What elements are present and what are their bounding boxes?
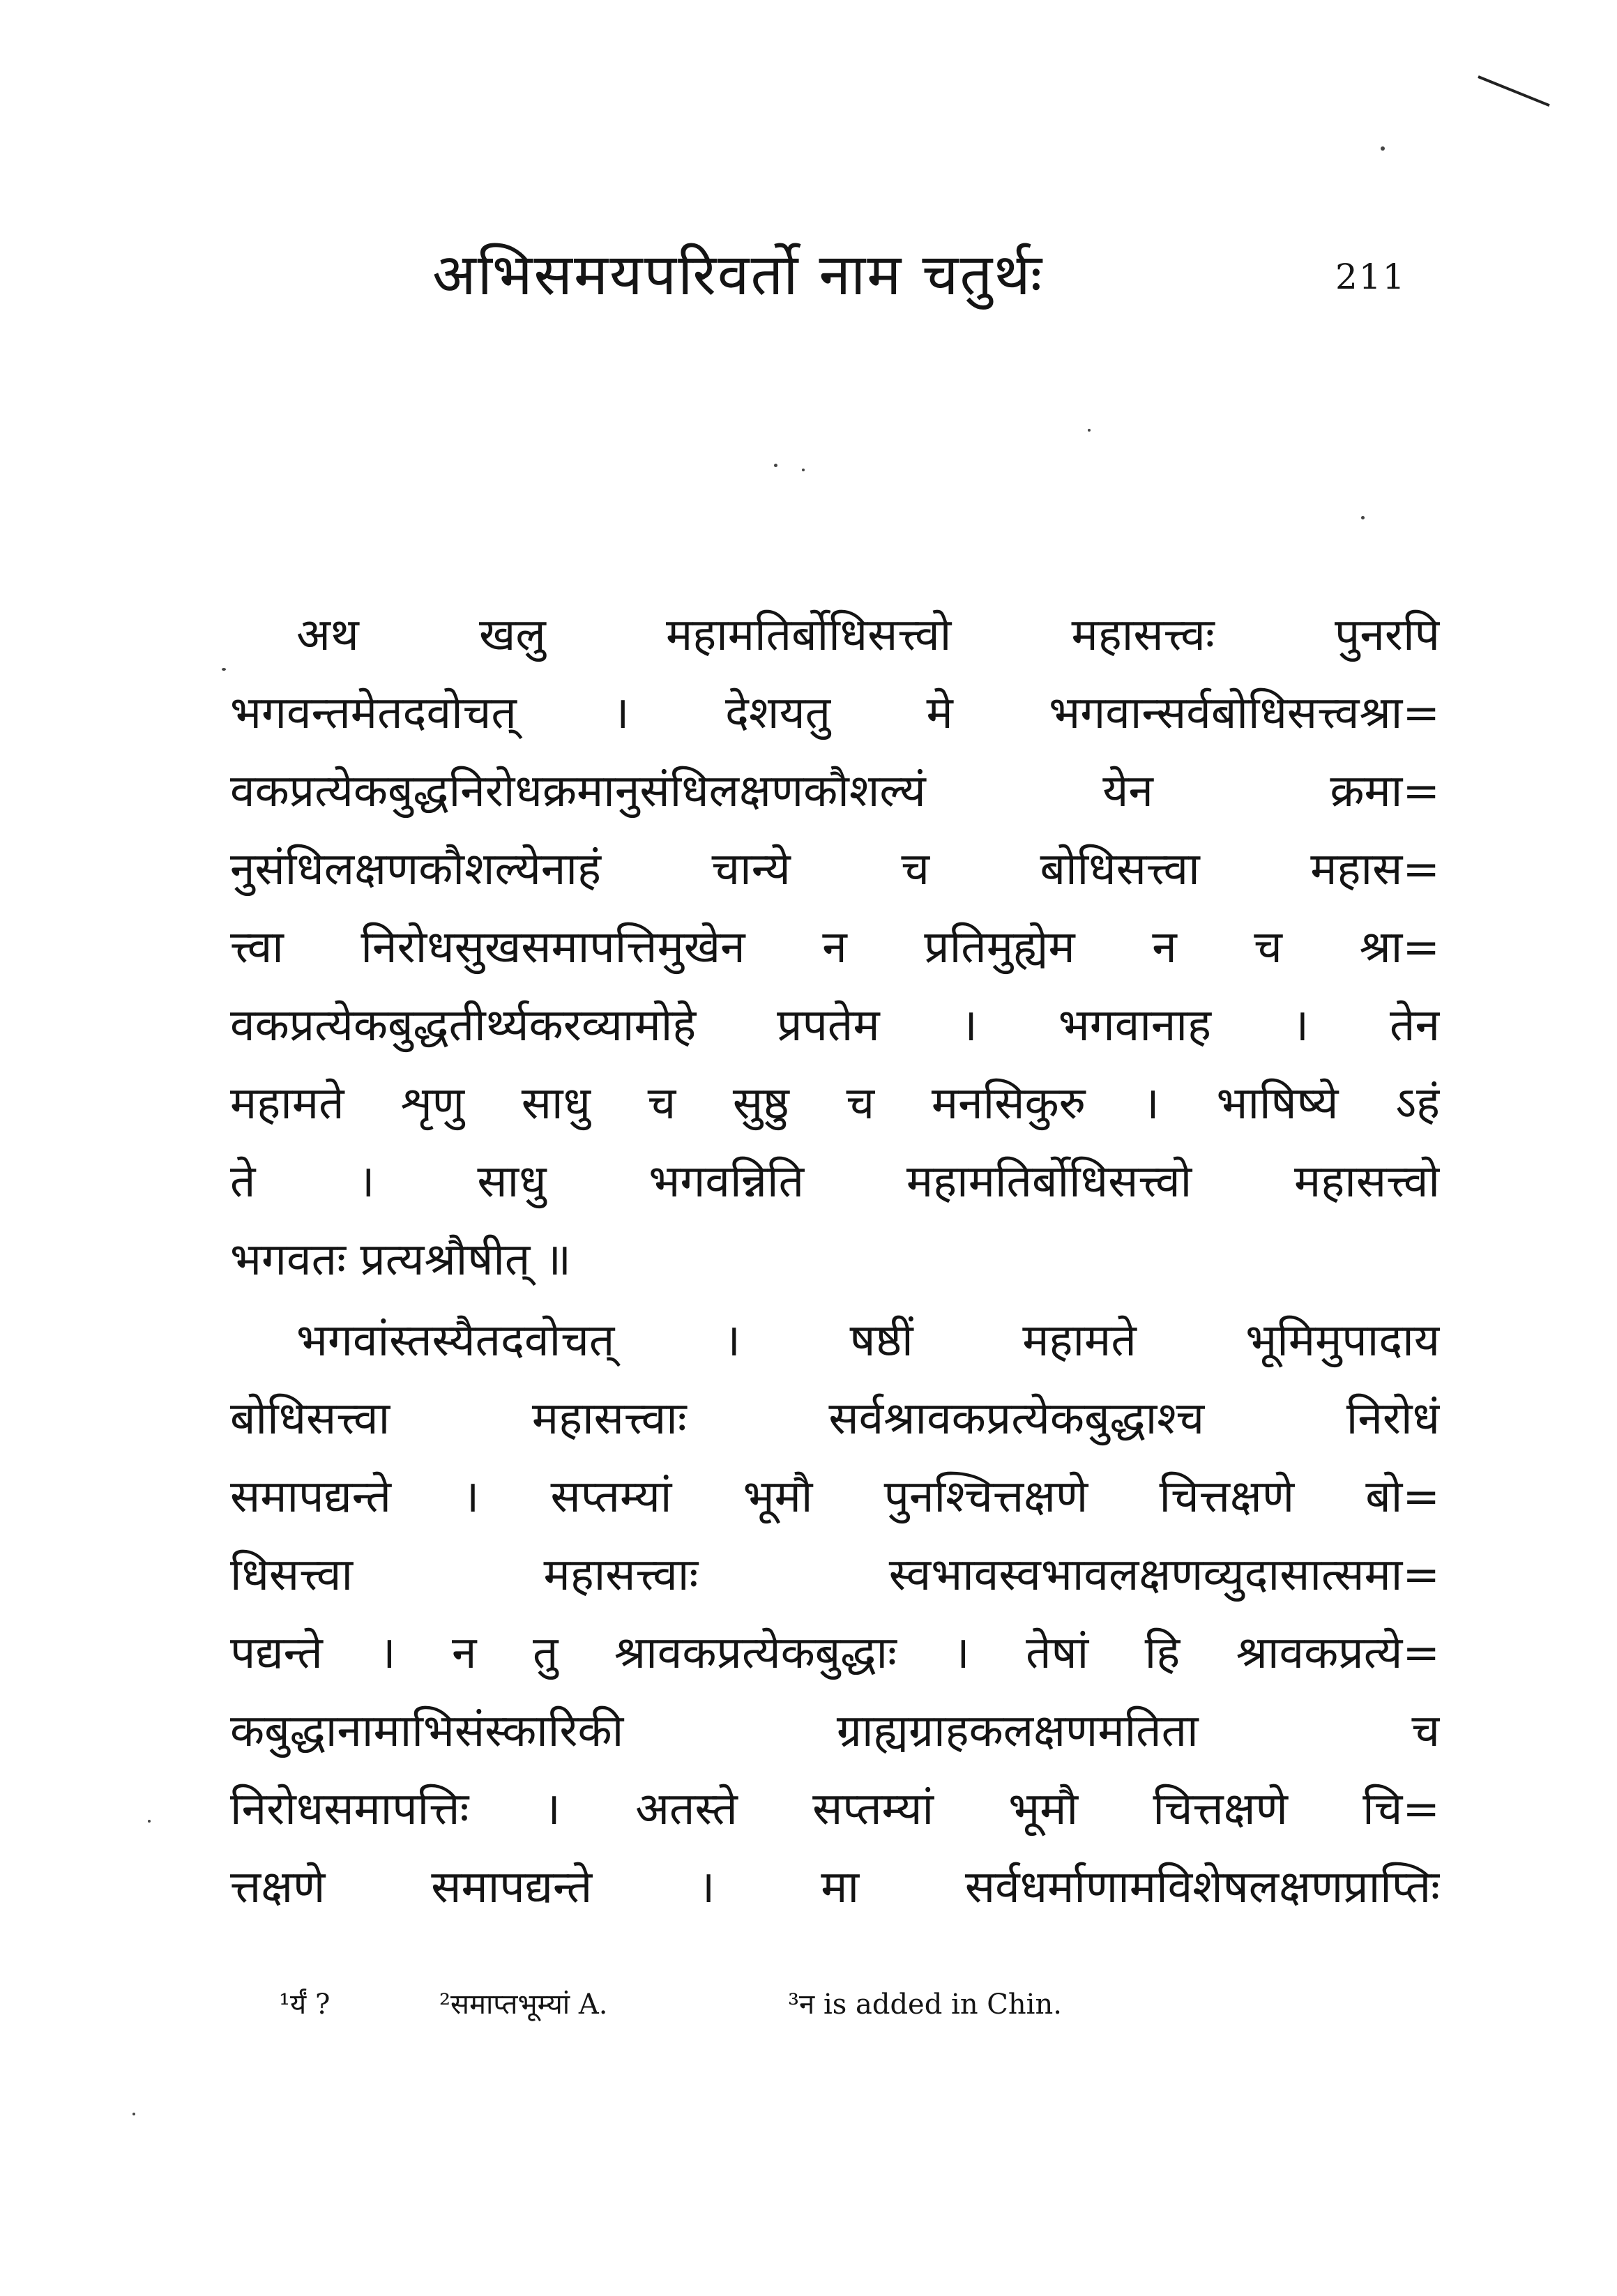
scan-speck — [802, 469, 805, 471]
scan-speck — [222, 668, 226, 671]
text-line: भगवतः प्रत्यश्रौषीत् ॥ — [230, 1234, 572, 1286]
text-line: त्तक्षणे समापद्यन्ते । मा सर्वधर्माणामविशेषलक्षणप्राप्तिः — [230, 1862, 1440, 1913]
text-line: कबुद्धानामाभिसंस्कारिकी ग्राह्यग्राहकलक्षणमतिता च — [230, 1705, 1440, 1757]
scan-speck — [132, 2113, 135, 2115]
text-line: ते । साधु भगवन्निति महामतिर्बोधिसत्त्वो महासत्त्वो — [230, 1156, 1440, 1208]
scan-speck — [1381, 146, 1385, 151]
text-line: भगवांस्तस्यैतदवोचत् । षष्ठीं महामते भूमिमुपादाय — [296, 1315, 1440, 1367]
body-text — [230, 596, 1440, 1926]
footnote-3: ³न is added in Chin. — [788, 1989, 1062, 2021]
footnote-1: ¹र्यं ? — [279, 1989, 331, 2021]
text-line: वकप्रत्येकबुद्धतीर्थ्यकरव्यामोहे प्रपतेम । भगवानाह । तेन — [230, 1000, 1440, 1051]
text-line: बोधिसत्त्वा महासत्त्वाः सर्वश्रावकप्रत्येकबुद्धाश्च निरोधं — [230, 1393, 1440, 1445]
text-line: वकप्रत्येकबुद्धनिरोधक्रमानुसंधिलक्षणकौशल्यं येन क्रमा= — [230, 766, 1440, 817]
text-line: समापद्यन्ते । सप्तम्यां भूमौ पुनश्चित्तक्षणे चित्तक्षणे बो= — [230, 1471, 1440, 1523]
scan-mark — [1478, 75, 1549, 107]
scan-speck — [1361, 516, 1365, 519]
chapter-title: अभिसमयपरिवर्तो नाम चतुर्थः — [432, 242, 1044, 308]
text-line: पद्यन्ते । न तु श्रावकप्रत्येकबुद्धाः । तेषां हि श्रावकप्रत्ये= — [230, 1627, 1440, 1679]
text-line: भगवन्तमेतदवोचत् । देशयतु मे भगवान्सर्वबोधिसत्त्वश्रा= — [230, 687, 1440, 739]
running-head — [0, 244, 1617, 307]
text-line: नुसंधिलक्षणकौशल्येनाहं चान्ये च बोधिसत्त्वा महास= — [230, 844, 1440, 895]
scan-speck — [774, 464, 777, 467]
text-line: धिसत्त्वा महासत्त्वाः स्वभावस्वभावलक्षणव्युदासात्समा= — [230, 1549, 1440, 1601]
scan-speck — [148, 1820, 151, 1823]
footnotes — [279, 1980, 1429, 2029]
text-line: महामते शृणु साधु च सुष्ठु च मनसिकुरु । भाषिष्ये ऽहं — [230, 1078, 1440, 1130]
text-line: त्त्वा निरोधसुखसमापत्तिमुखेन न प्रतिमुह्येम न च श्रा= — [230, 922, 1440, 973]
footnote-2: ²समाप्तभूम्यां A. — [439, 1989, 608, 2021]
text-line: निरोधसमापत्तिः । अतस्ते सप्तम्यां भूमौ चित्तक्षणे चि= — [230, 1784, 1440, 1835]
page-number: 211 — [1335, 257, 1406, 297]
scan-speck — [1088, 429, 1091, 432]
text-line: अथ खलु महामतिर्बोधिसत्त्वो महासत्त्वः पुनरपि — [296, 609, 1440, 661]
